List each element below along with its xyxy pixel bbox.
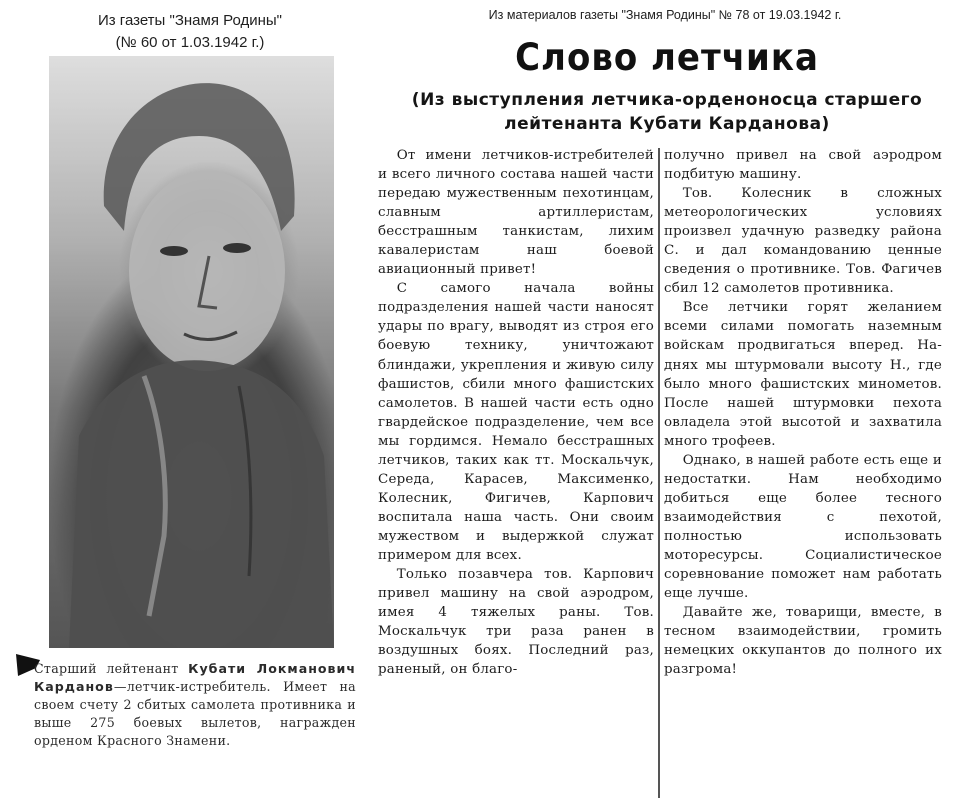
article-title: Слово летчика: [515, 36, 819, 80]
portrait-caption: [34, 660, 356, 750]
article-subtitle: [372, 88, 962, 136]
article-subtitle-line1: (Из выступления летчика-орденоносца старшего: [411, 90, 923, 110]
paragraph: Только позавчера тов. Карпович привел машину на свой аэродром, имея 4 тяжелых раны. Тов. Москальчук три раза ранен в воздушных боях. Последний раз, раненый, он благо-: [378, 567, 654, 678]
paragraph: От имени летчиков-истребителей и всего личного состава нашей части передаю мужественным пехотинцам, славным артиллеристам, бесстрашным танкистам, лихим кавалеристам наш боевой авиационный привет!: [378, 148, 654, 278]
left-caption-line1: Из газеты "Знамя Родины": [97, 12, 282, 29]
article-column-right: [664, 146, 942, 679]
paragraph: Однако, в нашей работе есть еще и недостатки. Нам необходимо добиться еще более тесного взаимодействия с пехотой, полностью использовать моторесурсы. Социалистическое соревнование поможет нам работать еще лучше.: [664, 452, 942, 602]
caption-name: Кубати Локманович Карданов: [34, 661, 356, 694]
portrait-photo: [49, 56, 334, 648]
paragraph: Давайте же, товарищи, вместе, в тесном взаимодействии, громить немецких оккупантов до полного их разгрома!: [664, 605, 942, 678]
caption-rest: —летчик-истребитель. Имеет на своем счету 2 сбитых самолета противника и выше 275 боевых вылетов, награжден орденом Красного Знамени.: [34, 679, 356, 748]
paragraph: получно привел на свой аэродром подбитую машину.: [664, 148, 942, 183]
article-subtitle-line2: лейтенанта Кубати Карданова): [504, 114, 830, 134]
left-source-caption: [40, 10, 340, 54]
column-divider: [658, 148, 660, 798]
left-caption-line2: (№ 60 от 1.03.1942 г.): [115, 34, 265, 51]
article-column-left: [378, 146, 654, 679]
portrait-clipping: [14, 56, 359, 800]
article-clipping: [372, 28, 962, 800]
portrait-silhouette: [49, 56, 334, 648]
right-source-caption: Из материалов газеты "Знамя Родины" № 78 от 19.03.1942 г.: [488, 8, 842, 22]
paragraph: С самого начала войны подразделения нашей части наносят удары по врагу, выводят из строя его боевую технику, уничтожают блиндажи, укрепления и живую силу фашистов, сбили много фашистских самолетов. В нашей части есть одно гвардейское подразделение, чем все мы гордимся. Немало бесстрашных летчиков, таких как тт. Москальчук, Середа, Карасев, Максименко, Колесник, Фигичев, Карпович воспитала наша часть. Они своим мужеством и выдержкой служат примером для всех.: [378, 281, 654, 563]
paragraph: Тов. Колесник в сложных метеорологических условиях произвел удачную разведку района С. и дал командованию ценные сведения о противнике. Тов. Фагичев сбил 12 самолетов противника.: [664, 186, 942, 297]
paragraph: Все летчики горят желанием всеми силами помогать наземным войскам продвигаться вперед. На-днях мы штурмовали высоту Н., где было много фашистских минометов. После нашей штурмовки пехота овладела этой высотой и захватила много трофеев.: [664, 300, 942, 449]
caption-intro: Старший лейтенант: [34, 661, 189, 676]
